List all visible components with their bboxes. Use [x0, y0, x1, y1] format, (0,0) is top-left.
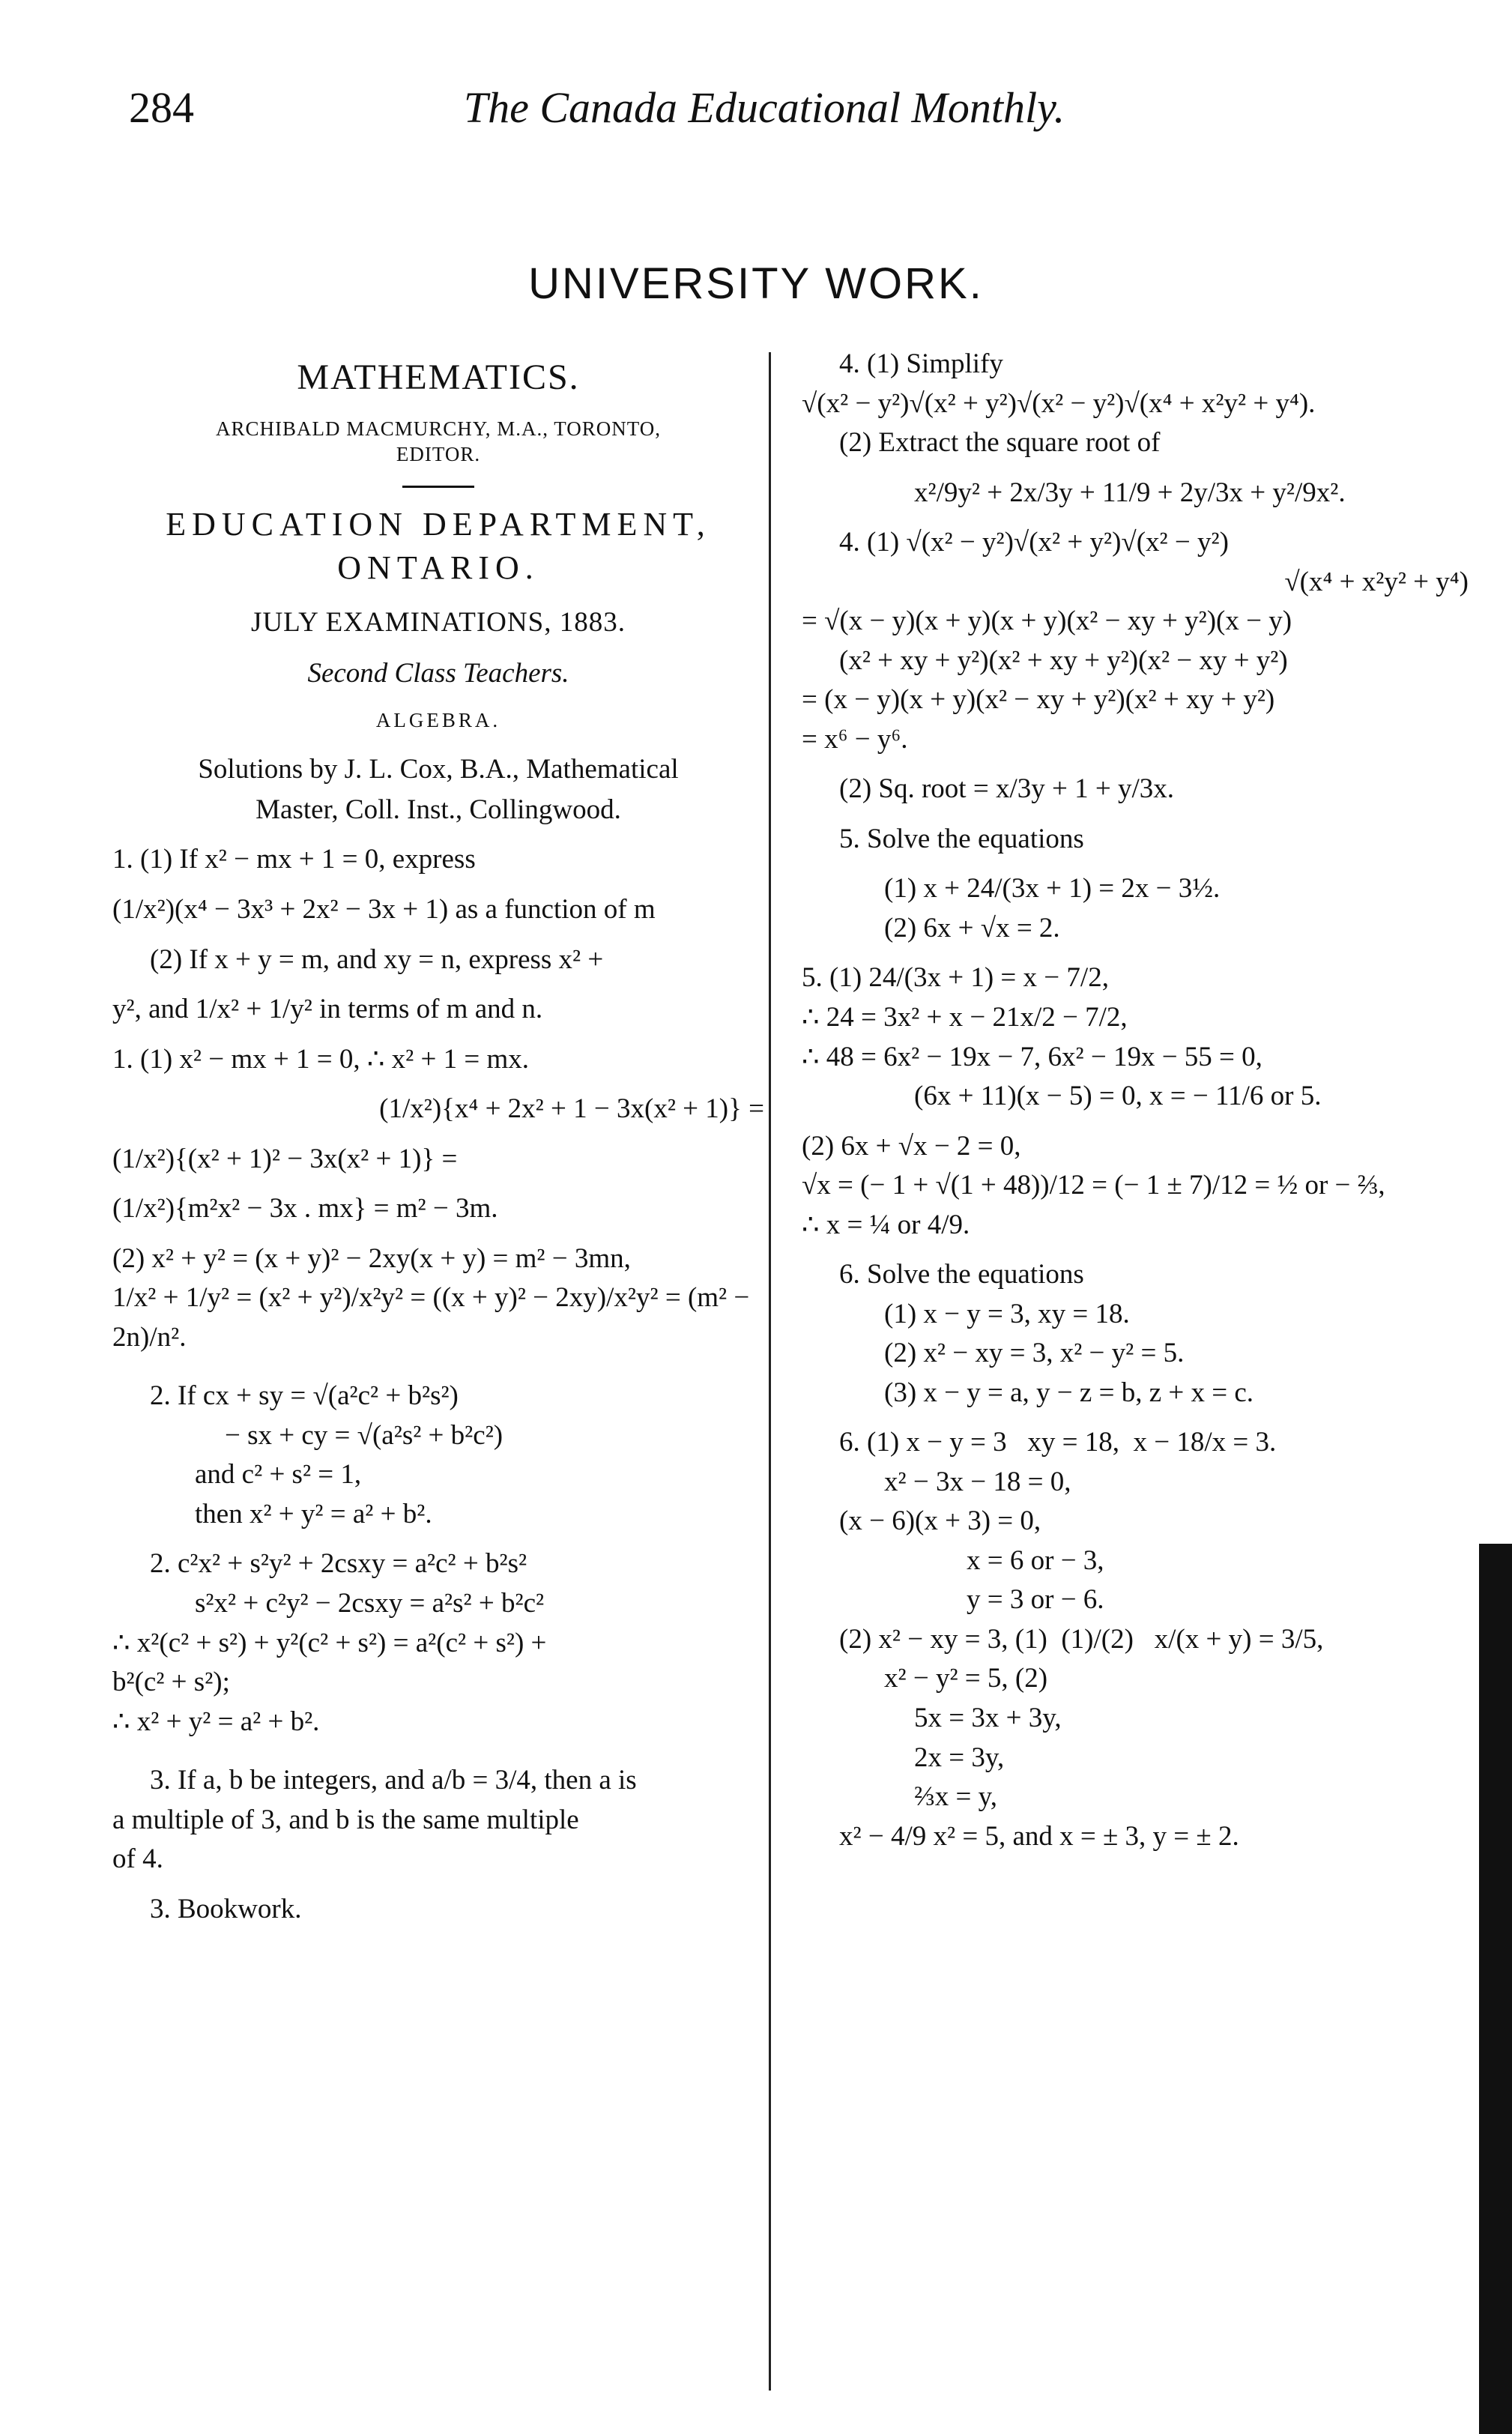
solution-line: (6x + 11)(x − 5) = 0, x = − 11/6 or 5.	[914, 1081, 1322, 1112]
right-column	[802, 345, 1469, 1856]
page-edge-shadow	[1479, 1544, 1512, 2434]
short-rule	[402, 486, 474, 488]
question-line: − sx + cy = √(a²s² + b²c²)	[225, 1419, 504, 1451]
solution-line: 2x = 3y,	[914, 1742, 1005, 1773]
running-title: The Canada Educational Monthly.	[463, 83, 1065, 132]
question-line: 2. If cx + sy = √(a²c² + b²s²)	[150, 1380, 459, 1412]
solution-line: ∴ 48 = 6x² − 19x − 7, 6x² − 19x − 55 = 0,	[802, 1041, 1262, 1072]
question-line: (2) Extract the square root of	[839, 427, 1161, 459]
question-line: (3) x − y = a, y − z = b, z + x = c.	[884, 1377, 1254, 1408]
question-line: (1) x + 24/(3x + 1) = 2x − 3½.	[884, 873, 1221, 905]
solution-line: x² − 3x − 18 = 0,	[884, 1466, 1071, 1497]
solution-line: b²(c² + s²);	[112, 1667, 230, 1698]
exam-heading: JULY EXAMINATIONS, 1883.	[251, 606, 626, 638]
byline-line: Master, Coll. Inst., Collingwood.	[255, 794, 621, 825]
solution-line: 1. (1) x² − mx + 1 = 0, ∴ x² + 1 = mx.	[112, 1043, 530, 1075]
question-line: a multiple of 3, and b is the same multiple	[112, 1804, 579, 1835]
page-header	[112, 82, 1416, 142]
solution-line: ∴ x²(c² + s²) + y²(c² + s²) = a²(c² + s²) +	[112, 1627, 547, 1658]
question-line: (1/x²)(x⁴ − 3x³ + 2x² − 3x + 1) as a function of m	[112, 894, 656, 925]
solution-line: (1/x²){(x² + 1)² − 3x(x² + 1)} =	[112, 1143, 458, 1174]
question-line: 5. Solve the equations	[839, 823, 1084, 854]
solution-line: √(x⁴ + x²y² + y⁴)	[1284, 566, 1469, 597]
department-line: ONTARIO.	[337, 549, 539, 586]
solution-line: (2) 6x + √x − 2 = 0,	[802, 1130, 1021, 1162]
question-line: 3. If a, b be integers, and a/b = 3/4, then a is	[150, 1765, 637, 1796]
solution-line: 4. (1) √(x² − y²)√(x² + y²)√(x² − y²)	[839, 527, 1229, 558]
question-line: (2) x² − xy = 3, x² − y² = 5.	[884, 1338, 1185, 1369]
question-line: x²/9y² + 2x/3y + 11/9 + 2y/3x + y²/9x².	[914, 477, 1346, 508]
question-line: 4. (1) Simplify	[839, 348, 1003, 379]
section-title: UNIVERSITY WORK.	[528, 259, 984, 308]
question-line: √(x² − y²)√(x² + y²)√(x² − y²)√(x⁴ + x²y² + y⁴).	[802, 387, 1316, 419]
left-column	[112, 345, 764, 1929]
question-line: and c² + s² = 1,	[195, 1459, 362, 1491]
solution-line: s²x² + c²y² − 2csxy = a²s² + b²c²	[195, 1587, 545, 1619]
solution-line: = √(x − y)(x + y)(x + y)(x² − xy + y²)(x − y)	[802, 606, 1292, 637]
question-line: y², and 1/x² + 1/y² in terms of m and n.	[112, 994, 543, 1025]
question-line: (2) If x + y = m, and xy = n, express x² +	[150, 943, 604, 975]
solution-line: 2. c²x² + s²y² + 2csxy = a²c² + b²s²	[150, 1548, 527, 1580]
question-line: (1) x − y = 3, xy = 18.	[884, 1298, 1130, 1329]
byline	[112, 749, 764, 830]
solution-line: (2) x² + y² = (x + y)² − 2xy(x + y) = m² − 3mn,	[112, 1242, 631, 1274]
solution-line: x² − y² = 5, (2)	[884, 1663, 1048, 1694]
teachers-heading: Second Class Teachers.	[307, 658, 569, 689]
solution-line: ∴ x = ¼ or 4/9.	[802, 1209, 970, 1240]
subject-heading: ALGEBRA.	[375, 708, 501, 731]
editor-line: EDITOR.	[396, 442, 481, 465]
solution-line: 6. (1) x − y = 3 xy = 18, x − 18/x = 3.	[839, 1427, 1277, 1458]
department-heading	[112, 503, 764, 590]
question-line: (2) 6x + √x = 2.	[884, 912, 1060, 943]
solution-line: ∴ x² + y² = a² + b².	[112, 1706, 320, 1737]
solution-line: (2) x² − xy = 3, (1) (1)/(2) x/(x + y) = 3/5,	[839, 1623, 1324, 1655]
question-line: then x² + y² = a² + b².	[195, 1498, 432, 1529]
solution-line: = x⁶ − y⁶.	[802, 723, 908, 755]
question-line: 1. (1) If x² − mx + 1 = 0, express	[112, 844, 476, 875]
solution-line: 3. Bookwork.	[150, 1893, 302, 1924]
solution-line: (1/x²){m²x² − 3x . mx} = m² − 3m.	[112, 1193, 498, 1224]
solution-line: (x² + xy + y²)(x² + xy + y²)(x² − xy + y²)	[839, 644, 1288, 676]
editor-credit	[112, 417, 764, 468]
subsection-heading: MATHEMATICS.	[297, 357, 580, 397]
solution-line: (1/x²){x⁴ + 2x² + 1 − 3x(x² + 1)} =	[379, 1093, 764, 1125]
solution-line: 5x = 3x + 3y,	[914, 1703, 1062, 1733]
solution-line: 1/x² + 1/y² = (x² + y²)/x²y² = ((x + y)² − 2xy)/x²y² = (m² − 2n)/n².	[112, 1282, 757, 1353]
solution-line: ⅔x = y,	[914, 1781, 997, 1813]
solution-line: √x = (− 1 + √(1 + 48))/12 = (− 1 ± 7)/12 = ½ or − ⅔,	[802, 1170, 1385, 1201]
solution-line: 5. (1) 24/(3x + 1) = x − 7/2,	[802, 962, 1109, 994]
column-divider	[769, 352, 771, 2391]
byline-line: Solutions by J. L. Cox, B.A., Mathematical	[198, 754, 679, 785]
question-line: of 4.	[112, 1843, 163, 1875]
solution-line: = (x − y)(x + y)(x² − xy + y²)(x² + xy + y²)	[802, 684, 1275, 716]
editor-line: ARCHIBALD MACMURCHY, M.A., TORONTO,	[215, 417, 662, 441]
department-line: EDUCATION DEPARTMENT,	[166, 505, 711, 543]
page-number: 284	[129, 83, 194, 132]
solution-line: x = 6 or − 3,	[967, 1544, 1104, 1576]
solution-line: x² − 4/9 x² = 5, and x = ± 3, y = ± 2.	[839, 1820, 1239, 1852]
solution-line: (x − 6)(x + 3) = 0,	[839, 1506, 1041, 1537]
solution-line: ∴ 24 = 3x² + x − 21x/2 − 7/2,	[802, 1001, 1128, 1033]
solution-line: y = 3 or − 6.	[967, 1584, 1104, 1616]
question-line: 6. Solve the equations	[839, 1259, 1084, 1290]
solution-line: (2) Sq. root = x/3y + 1 + y/3x.	[839, 773, 1174, 805]
